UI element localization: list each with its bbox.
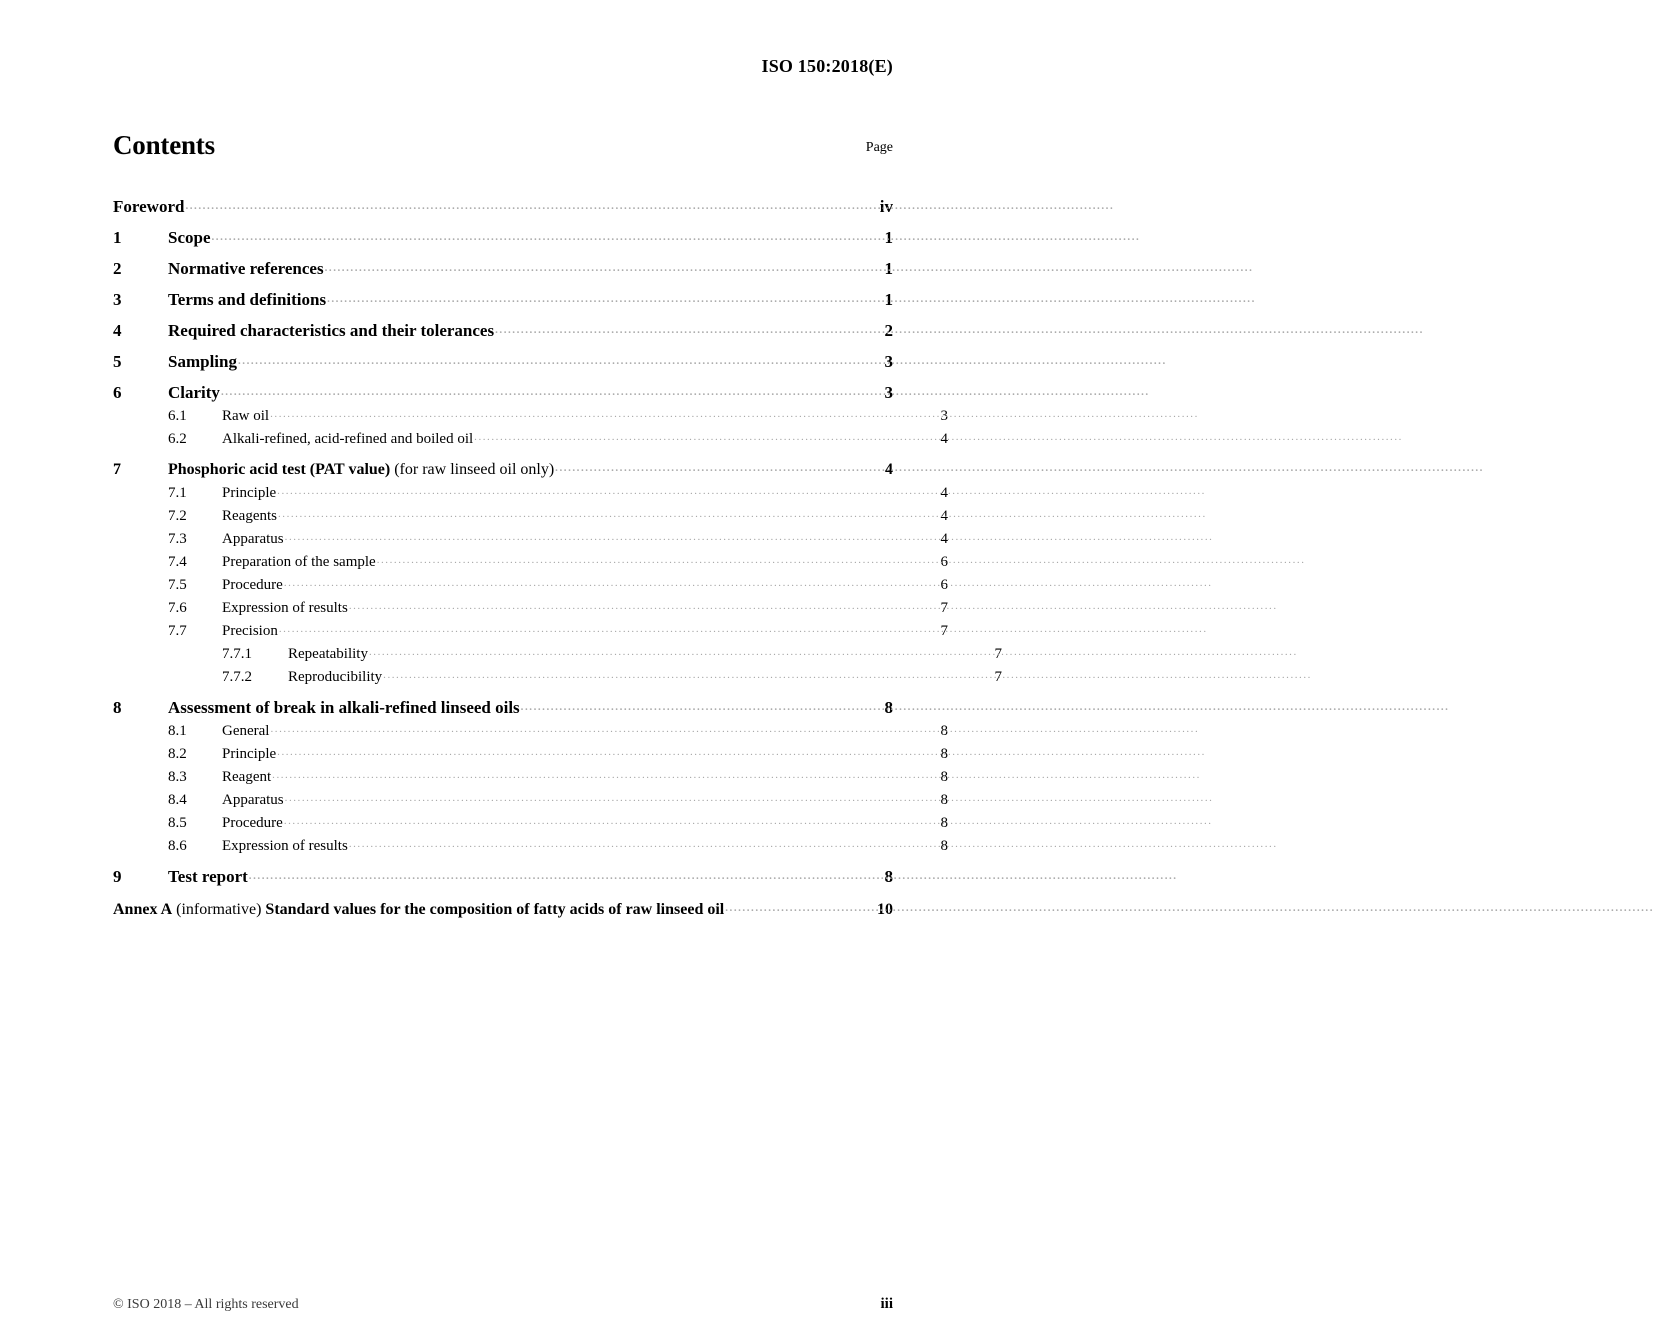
toc-annex-label: Annex A bbox=[113, 901, 173, 918]
toc-entry-title: Expression of results bbox=[222, 600, 348, 616]
toc-leader-dots bbox=[277, 482, 915, 497]
toc-leader-dots bbox=[285, 528, 915, 543]
toc-entry-number: 8.2 bbox=[168, 746, 187, 762]
toc-entry[interactable] bbox=[113, 339, 893, 370]
toc-leader-dots bbox=[238, 350, 860, 367]
toc-leader-dots bbox=[474, 428, 915, 443]
toc-entry-number: 8.5 bbox=[168, 815, 187, 831]
toc-leader-dots bbox=[270, 405, 915, 420]
toc-entry-page: 4 bbox=[940, 431, 948, 447]
toc-entry-title: General bbox=[222, 723, 270, 739]
toc-entry-number: 7.5 bbox=[168, 577, 187, 593]
toc-entry-page: 8 bbox=[940, 746, 948, 762]
toc-entry[interactable] bbox=[113, 246, 893, 277]
toc-entry-page: 1 bbox=[884, 290, 893, 309]
toc-entry-number: 7.7.1 bbox=[222, 646, 252, 662]
toc-entry[interactable] bbox=[168, 547, 948, 570]
toc-leader-dots bbox=[325, 257, 860, 274]
toc-leader-dots bbox=[349, 835, 915, 850]
toc-leader-dots bbox=[221, 381, 860, 398]
toc-leader-dots bbox=[277, 743, 915, 758]
toc-entry-title: Procedure bbox=[222, 815, 283, 831]
toc-leader-dots bbox=[377, 551, 915, 566]
toc-entry[interactable] bbox=[113, 277, 893, 308]
toc-entry-title: Reagents bbox=[222, 508, 277, 524]
toc-entry-number: 7.7.2 bbox=[222, 669, 252, 685]
toc-entry-page: 8 bbox=[940, 769, 948, 785]
toc-entry-title: Reproducibility bbox=[288, 669, 383, 685]
toc-entry-number: 5 bbox=[113, 352, 122, 371]
toc-leader-dots bbox=[349, 597, 915, 612]
toc-annex-page: 10 bbox=[877, 901, 893, 918]
toc-entry-title bbox=[168, 462, 554, 478]
toc-annex-title bbox=[113, 902, 724, 918]
toc-entry-page: 2 bbox=[884, 321, 893, 340]
toc-entry-page: 4 bbox=[940, 508, 948, 524]
toc-entry-title: Scope bbox=[168, 228, 211, 247]
footer-copyright: © ISO 2018 – All rights reserved bbox=[113, 1297, 299, 1312]
toc-entry-page: 8 bbox=[940, 792, 948, 808]
toc-entry-page: iv bbox=[879, 197, 893, 216]
toc-entry-number: 7.7 bbox=[168, 623, 187, 639]
toc-entry-number: 7 bbox=[113, 461, 121, 478]
toc-leader-dots bbox=[249, 865, 860, 882]
toc-entry-title: Clarity bbox=[168, 383, 220, 402]
toc-entry[interactable] bbox=[168, 524, 948, 547]
toc-entry[interactable] bbox=[168, 785, 948, 808]
toc-annex-entry[interactable] bbox=[113, 885, 893, 918]
toc-leader-dots bbox=[725, 898, 860, 914]
toc-entry-page: 7 bbox=[940, 600, 948, 616]
toc-leader-dots bbox=[284, 812, 915, 827]
toc-entry-number: 2 bbox=[113, 259, 122, 278]
toc-leader-dots bbox=[369, 643, 969, 658]
toc-entry[interactable] bbox=[168, 716, 948, 739]
toc-entry-page: 7 bbox=[994, 646, 1002, 662]
toc-entry-number: 6.1 bbox=[168, 408, 187, 424]
toc-entry-title: Raw oil bbox=[222, 408, 270, 424]
toc-entry-page: 3 bbox=[884, 383, 893, 402]
toc-entry-page: 3 bbox=[884, 352, 893, 371]
toc-entry-page: 4 bbox=[940, 485, 948, 501]
table-of-contents bbox=[113, 184, 1002, 918]
toc-leader-dots bbox=[495, 319, 860, 336]
toc-leader-dots bbox=[270, 720, 915, 735]
toc-entry-title: Reagent bbox=[222, 769, 272, 785]
toc-entry-number: 7.6 bbox=[168, 600, 187, 616]
toc-entry[interactable] bbox=[113, 215, 893, 246]
toc-entry-number: 8.4 bbox=[168, 792, 187, 808]
toc-entry-number: 7.2 bbox=[168, 508, 187, 524]
toc-entry-page: 4 bbox=[885, 461, 893, 478]
toc-entry[interactable] bbox=[168, 831, 948, 854]
toc-entry[interactable] bbox=[168, 501, 948, 524]
toc-entry-title: Principle bbox=[222, 746, 277, 762]
toc-entry-title: Normative references bbox=[168, 259, 324, 278]
toc-entry-number: 7.4 bbox=[168, 554, 187, 570]
toc-entry-number: 8.6 bbox=[168, 838, 187, 854]
toc-entry-page: 7 bbox=[994, 669, 1002, 685]
toc-annex-title-text: Standard values for the composition of fatty acids of raw linseed oil bbox=[265, 901, 725, 918]
toc-entry[interactable] bbox=[168, 401, 948, 424]
toc-entry-title: Repeatability bbox=[288, 646, 368, 662]
toc-entry-title-qualifier: (for raw linseed oil only) bbox=[390, 461, 555, 478]
toc-entry-page: 4 bbox=[940, 531, 948, 547]
toc-entry-title: Precision bbox=[222, 623, 278, 639]
toc-entry-title: Test report bbox=[168, 867, 248, 886]
toc-entry-page: 6 bbox=[940, 554, 948, 570]
toc-entry[interactable] bbox=[168, 593, 948, 616]
toc-leader-dots bbox=[555, 458, 860, 474]
toc-entry-number: 3 bbox=[113, 290, 122, 309]
toc-entry-number: 8.1 bbox=[168, 723, 187, 739]
toc-entry[interactable] bbox=[222, 662, 1002, 685]
page-column-label: Page bbox=[865, 140, 893, 155]
footer-page-number: iii bbox=[880, 1296, 893, 1312]
toc-entry-title: Foreword bbox=[113, 197, 185, 216]
toc-entry-title-main: Phosphoric acid test (PAT value) bbox=[168, 461, 391, 478]
toc-entry-page: 1 bbox=[884, 259, 893, 278]
toc-entry-title: Alkali-refined, acid-refined and boiled oil bbox=[222, 431, 474, 447]
toc-entry[interactable] bbox=[113, 447, 893, 478]
toc-entry-number: 8.3 bbox=[168, 769, 187, 785]
toc-leader-dots bbox=[185, 195, 860, 212]
toc-entry-title: Preparation of the sample bbox=[222, 554, 376, 570]
toc-entry-page: 3 bbox=[940, 408, 948, 424]
toc-leader-dots bbox=[327, 288, 860, 305]
toc-entry-page: 8 bbox=[940, 723, 948, 739]
toc-entry-page: 8 bbox=[940, 838, 948, 854]
page-title: Contents bbox=[113, 130, 215, 160]
toc-leader-dots bbox=[521, 696, 860, 713]
toc-leader-dots bbox=[272, 766, 915, 781]
toc-entry-number: 7.3 bbox=[168, 531, 187, 547]
toc-entry-title: Apparatus bbox=[222, 531, 284, 547]
toc-entry[interactable] bbox=[222, 639, 1002, 662]
toc-entry[interactable] bbox=[168, 570, 948, 593]
toc-entry-title: Apparatus bbox=[222, 792, 284, 808]
toc-entry-number: 1 bbox=[113, 228, 122, 247]
toc-leader-dots bbox=[212, 226, 861, 243]
toc-entry-number: 6.2 bbox=[168, 431, 187, 447]
toc-entry-page: 8 bbox=[940, 815, 948, 831]
toc-entry[interactable] bbox=[113, 370, 893, 401]
toc-entry-title: Principle bbox=[222, 485, 277, 501]
toc-entry-title: Assessment of break in alkali-refined linseed oils bbox=[168, 698, 520, 717]
toc-entry-number: 8 bbox=[113, 698, 122, 717]
toc-leader-dots bbox=[284, 574, 915, 589]
toc-entry[interactable] bbox=[168, 616, 948, 639]
toc-entry-number: 7.1 bbox=[168, 485, 187, 501]
toc-entry-page: 7 bbox=[940, 623, 948, 639]
toc-entry-number: 6 bbox=[113, 383, 122, 402]
toc-entry-number: 4 bbox=[113, 321, 122, 340]
toc-entry-title: Expression of results bbox=[222, 838, 348, 854]
toc-leader-dots bbox=[285, 789, 915, 804]
toc-entry[interactable] bbox=[113, 308, 893, 339]
toc-entry[interactable] bbox=[113, 184, 893, 215]
toc-entry[interactable] bbox=[168, 424, 948, 447]
toc-entry[interactable] bbox=[168, 478, 948, 501]
toc-annex-informative: (informative) bbox=[172, 901, 266, 918]
toc-leader-dots bbox=[279, 620, 915, 635]
toc-entry-page: 6 bbox=[940, 577, 948, 593]
toc-entry[interactable] bbox=[168, 762, 948, 785]
toc-entry[interactable] bbox=[113, 685, 893, 716]
toc-leader-dots bbox=[383, 666, 969, 681]
toc-entry-title: Sampling bbox=[168, 352, 237, 371]
toc-leader-dots bbox=[278, 505, 915, 520]
toc-entry-number: 9 bbox=[113, 867, 122, 886]
toc-entry-title: Terms and definitions bbox=[168, 290, 327, 309]
toc-entry-title: Procedure bbox=[222, 577, 283, 593]
toc-entry[interactable] bbox=[168, 739, 948, 762]
toc-entry[interactable] bbox=[113, 854, 893, 885]
toc-entry-page: 8 bbox=[884, 698, 893, 717]
toc-entry-title: Required characteristics and their tolerances bbox=[168, 321, 495, 340]
toc-entry[interactable] bbox=[168, 808, 948, 831]
document-reference-header: ISO 150:2018(E) bbox=[761, 56, 893, 76]
toc-entry-page: 8 bbox=[884, 867, 893, 886]
toc-entry-page: 1 bbox=[884, 228, 893, 247]
